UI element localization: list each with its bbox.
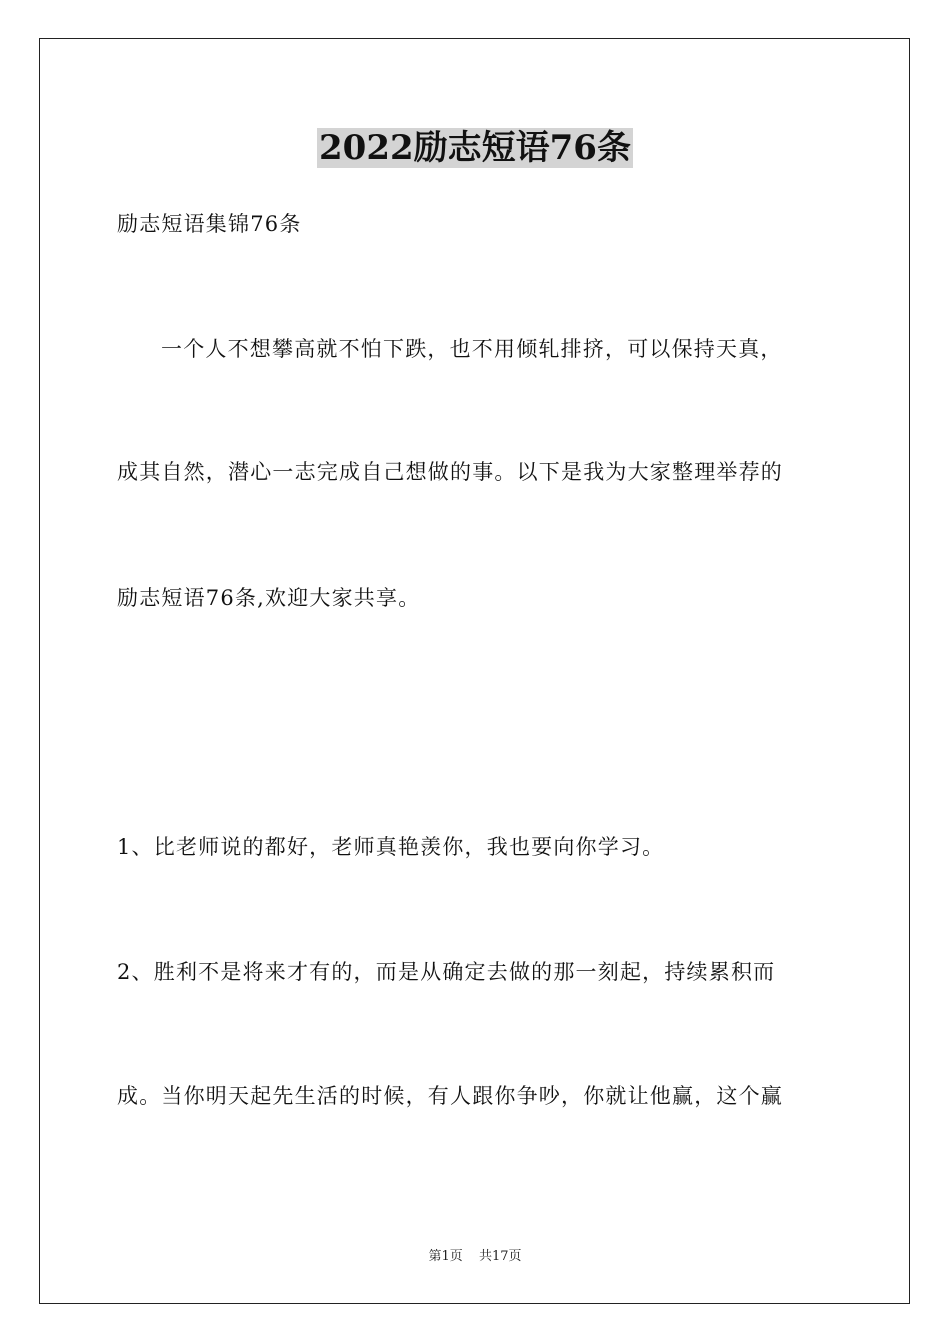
title-container (0, 128, 950, 168)
page-footer (0, 1248, 950, 1266)
page-number-current: 第1页 (428, 1249, 463, 1264)
document-subtitle: 励志短语集锦76条 (117, 212, 302, 236)
list-item-2-line-1: 2、胜利不是将来才有的，而是从确定去做的那一刻起，持续累积而 (117, 960, 776, 984)
list-item-1: 1、比老师说的都好，老师真艳羡你，我也要向你学习。 (117, 835, 665, 859)
document-title: 2022励志短语76条 (319, 128, 631, 168)
intro-paragraph-line-3: 励志短语76条,欢迎大家共享。 (117, 586, 421, 610)
intro-paragraph-line-1: 一个人不想攀高就不怕下跌，也不用倾轧排挤，可以保持天真， (161, 337, 783, 361)
page-number-total: 共17页 (478, 1249, 522, 1264)
list-item-2-line-2: 成。当你明天起先生活的时候，有人跟你争吵，你就让他赢，这个赢 (117, 1084, 783, 1108)
intro-paragraph-line-2: 成其自然，潜心一志完成自己想做的事。以下是我为大家整理举荐的 (117, 460, 783, 484)
